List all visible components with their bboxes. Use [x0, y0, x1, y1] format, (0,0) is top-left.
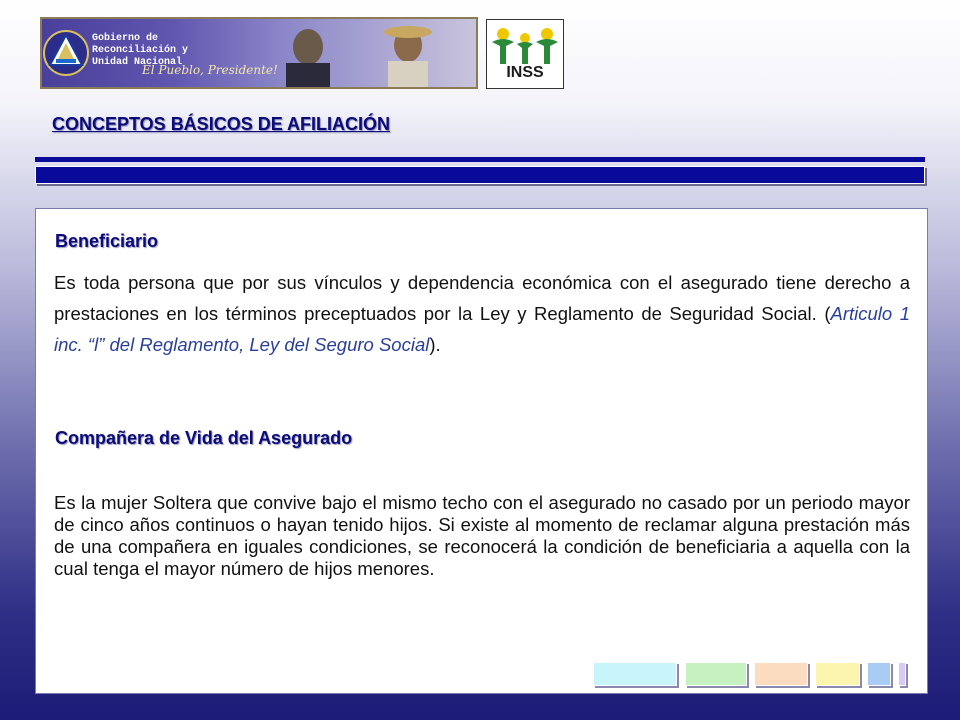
color-swatch-blue [867, 662, 891, 686]
nicaragua-emblem-icon [42, 19, 90, 87]
color-swatch-lavender [898, 662, 906, 686]
gobierno-logo-text: Gobierno de Reconciliación y Unidad Nacional [92, 33, 189, 68]
color-swatch-yellow [815, 662, 860, 686]
section-title-beneficiario: Beneficiario [55, 231, 159, 251]
section-title-companera: Compañera de Vida del Asegurado [55, 428, 353, 448]
color-swatch-peach [754, 662, 808, 686]
inss-logo [486, 19, 564, 89]
legal-reference: Articulo 1 inc. “l” del Reglamento, Ley del Seguro Social [54, 303, 910, 355]
gobierno-logo [40, 17, 478, 89]
page-title: CONCEPTOS BÁSICOS DE AFILIACIÓN [52, 114, 391, 134]
divider-bar [35, 166, 925, 184]
inss-family-icon [487, 24, 563, 68]
body-text: Es toda persona que por sus vínculos y dependencia económica con el asegurado tiene derecho a prestaciones en los términos preceptuados por la Ley y Reglamento de Seguridad Social. ( [54, 272, 910, 324]
color-swatch-cyan [593, 662, 677, 686]
color-swatch-green [685, 662, 747, 686]
section-body-companera: Es la mujer Soltera que convive bajo el mismo techo con el asegurado no casado por un periodo mayor de cinco años continuos o hayan tenido hijos. Si existe al momento de reclamar alguna prestación más de una compañera en iguales condiciones, se reconocerá la condición de beneficiaria a aquella con la cual tenga el mayor número de hijos menores. [54, 492, 910, 579]
divider-thin [35, 157, 925, 162]
inss-logo-text: INSS [506, 64, 544, 81]
content-panel [35, 208, 928, 694]
gobierno-slogan: El Pueblo, Presidente! [142, 63, 278, 77]
portraits-illustration [258, 19, 478, 87]
body-text-end: ). [429, 334, 441, 355]
section-body-beneficiario [54, 267, 910, 360]
